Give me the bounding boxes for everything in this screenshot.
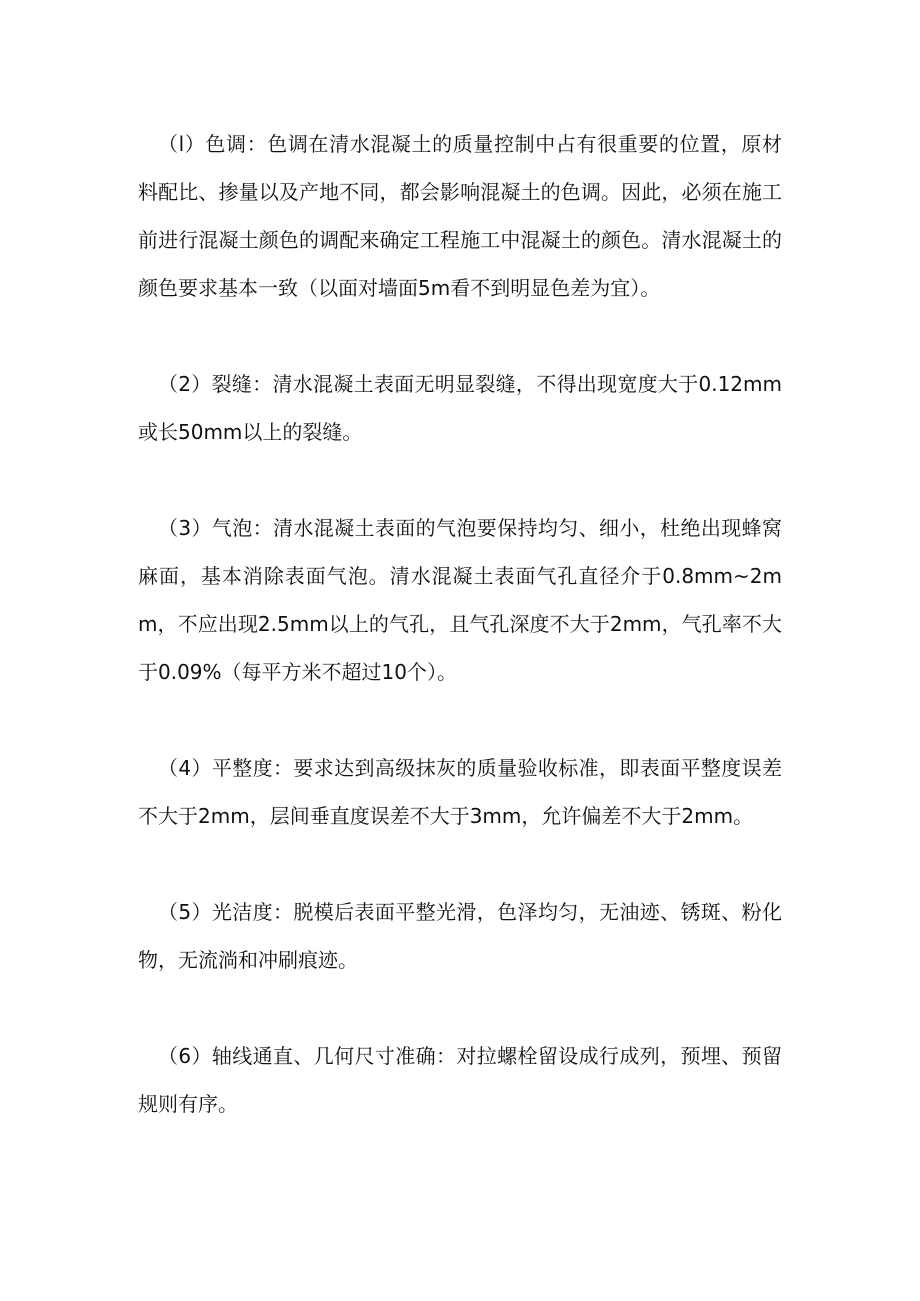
paragraph-axis-geometry: （6）轴线通直、几何尺寸准确：对拉螺栓留设成行成列，预埋、预留规则有序。 bbox=[138, 1044, 782, 1116]
paragraph-spacer bbox=[138, 312, 782, 360]
paragraph-spacer bbox=[138, 840, 782, 888]
paragraph-spacer bbox=[138, 456, 782, 504]
paragraph-cracks: （2）裂缝：清水混凝土表面无明显裂缝，不得出现宽度大于0.12mm或长50mm以上的裂缝。 bbox=[138, 372, 782, 444]
paragraph-spacer bbox=[138, 984, 782, 1032]
paragraph-spacer bbox=[138, 696, 782, 744]
paragraph-color-tone: （l）色调：色调在清水混凝土的质量控制中占有很重要的位置，原材料配比、掺量以及产地不同，都会影响混凝土的色调。因此，必须在施工前进行混凝土颜色的调配来确定工程施工中混凝土的颜色。清水混凝土的颜色要求基本一致（以面对墙面5m看不到明显色差为宜）。 bbox=[138, 132, 782, 300]
paragraph-bubbles: （3）气泡：清水混凝土表面的气泡要保持均匀、细小，杜绝出现蜂窝麻面，基本消除表面气泡。清水混凝土表面气孔直径介于0.8mm~2mm，不应出现2.5mm以上的气孔，且气孔深度不大于2mm，气孔率不大于0.09%（每平方米不超过10个）。 bbox=[138, 516, 782, 684]
paragraph-flatness: （4）平整度：要求达到高级抹灰的质量验收标准，即表面平整度误差不大于2mm，层间垂直度误差不大于3mm，允许偏差不大于2mm。 bbox=[138, 756, 782, 828]
paragraph-smoothness: （5）光洁度：脱模后表面平整光滑，色泽均匀，无油迹、锈斑、粉化物，无流淌和冲刷痕迹。 bbox=[138, 900, 782, 972]
